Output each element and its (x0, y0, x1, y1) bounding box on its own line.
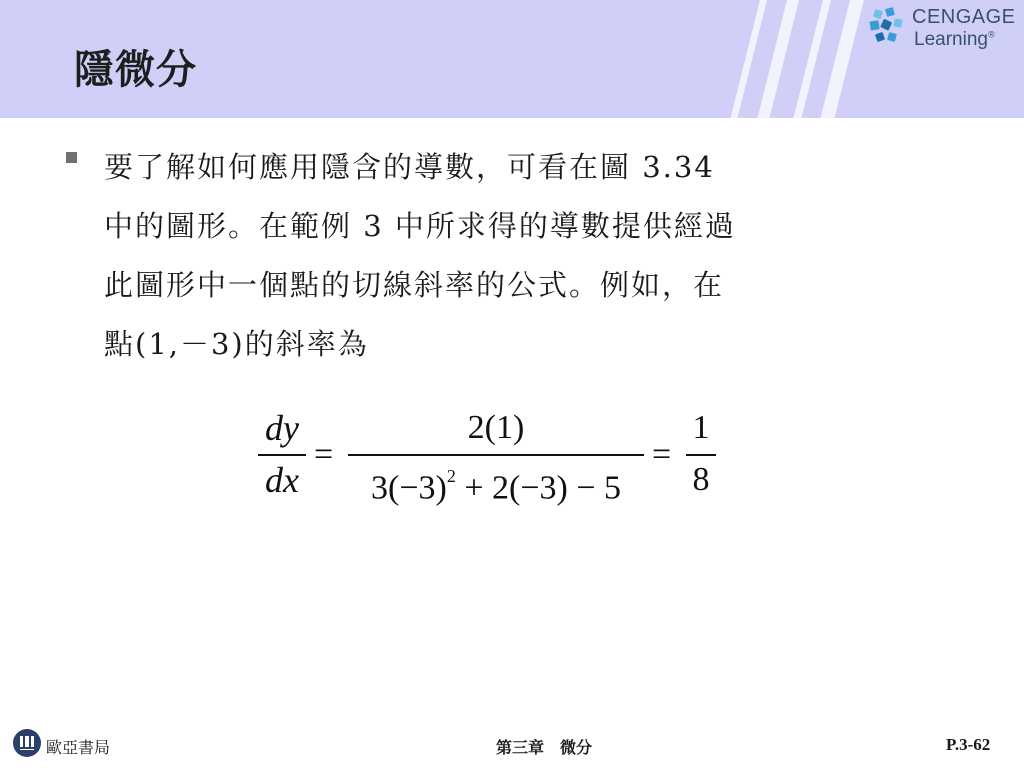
logo-text-cengage: CENGAGE (912, 6, 1016, 28)
publisher-logo-icon (12, 728, 42, 758)
footer-chapter: 第三章 微分 (496, 738, 593, 757)
footer-page-number: P.3-62 (946, 735, 991, 754)
fraction-denominator: dx (265, 460, 299, 500)
fraction-numerator: 1 (692, 409, 710, 446)
body-paragraph (104, 138, 904, 374)
fraction-bar (348, 454, 644, 456)
equals-sign: = (652, 436, 672, 473)
body-line: 要了解如何應用隱含的導數，可看在圖 3.34 (104, 150, 715, 184)
fraction-numerator: dy (265, 408, 299, 448)
body-line: 中的圖形。在範例 3 中所求得的導數提供經過 (104, 209, 736, 243)
fraction-dy-dx (258, 406, 306, 502)
cengage-logo-icon (868, 6, 908, 46)
fraction-denominator: 8 (692, 461, 710, 498)
bullet-square-icon (66, 152, 77, 163)
fraction-bar (686, 454, 716, 456)
derivative-formula (250, 402, 730, 512)
body-line: 點(1,－3)的斜率為 (104, 327, 369, 361)
footer-publisher: 歐亞書局 (46, 738, 111, 757)
fraction-bar (258, 454, 306, 456)
fraction-substitution (348, 406, 644, 507)
slide-title: 隱微分 (74, 47, 197, 93)
fraction-denominator: $3(-3)^2 + 2(-3) - 5$ (371, 466, 621, 507)
fraction-numerator: 2(1) (467, 409, 525, 446)
body-line: 此圖形中一個點的切線斜率的公式。例如，在 (104, 268, 725, 302)
equals-sign: = (314, 436, 334, 473)
logo-text-learning: Learning® (914, 29, 995, 50)
fraction-result (686, 406, 716, 502)
cengage-logo (868, 4, 1018, 56)
